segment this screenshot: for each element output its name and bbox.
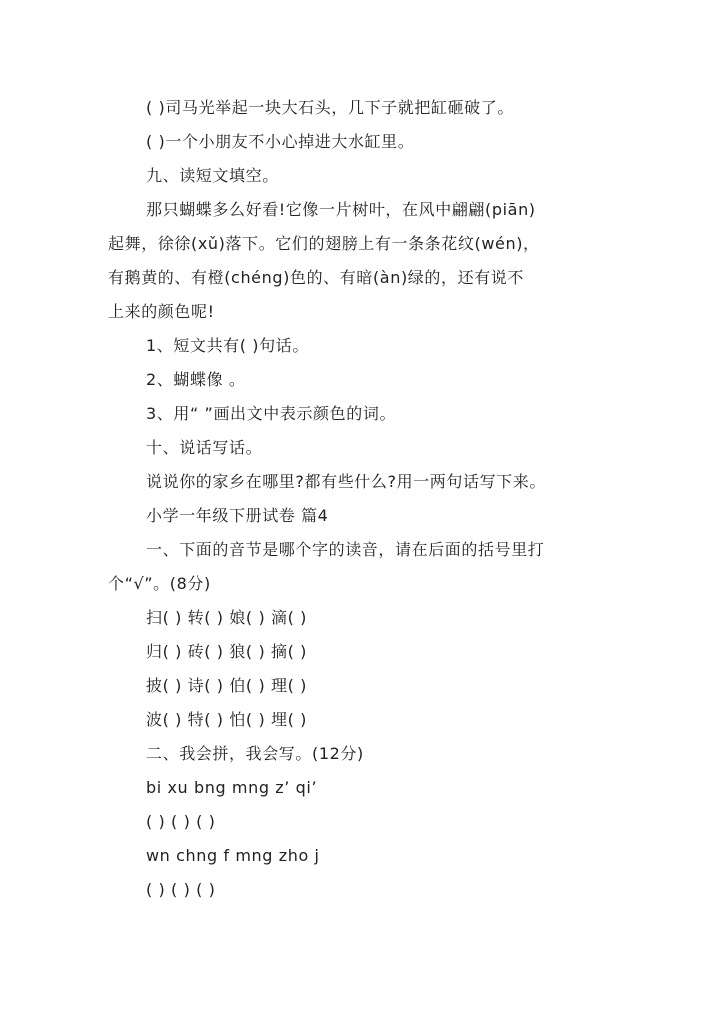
section-heading-10: 十、说话写话。 — [146, 438, 263, 457]
answer-blanks-row-2: ( ) ( ) ( ) — [146, 880, 216, 899]
option-line-child-fell: ( )一个小朋友不小心掉进大水缸里。 — [146, 132, 415, 151]
speaking-prompt: 说说你的家乡在哪里?都有些什么?用一两句话写下来。 — [146, 472, 546, 491]
character-row-3: 披( ) 诗( ) 伯( ) 理( ) — [146, 676, 307, 695]
exam-title: 小学一年级下册试卷 篇4 — [146, 506, 329, 525]
character-row-4: 波( ) 特( ) 怕( ) 埋( ) — [146, 710, 307, 729]
pinyin-row-1: bi xu bng mng z’ qi’ — [146, 778, 318, 797]
character-row-1: 扫( ) 转( ) 娘( ) 滴( ) — [146, 608, 307, 627]
passage-line-3: 有鹅黄的、有橙(chéng)色的、有暗(àn)绿的，还有说不 — [108, 268, 524, 287]
option-line-sima-guang: ( )司马光举起一块大石头，几下子就把缸砸破了。 — [146, 98, 514, 117]
question-1: 1、短文共有( )句话。 — [146, 336, 309, 355]
question-2: 2、蝴蝶像 。 — [146, 370, 246, 389]
passage-line-2: 起舞，徐徐(xǔ)落下。它们的翅膀上有一条条花纹(wén)， — [108, 234, 540, 253]
question-3: 3、用“ ”画出文中表示颜色的词。 — [146, 404, 397, 423]
section-1-heading-cont: 个“√”。(8分) — [108, 574, 211, 593]
passage-line-4: 上来的颜色呢! — [108, 302, 215, 321]
section-1-heading: 一、下面的音节是哪个字的读音，请在后面的括号里打 — [146, 540, 545, 559]
answer-blanks-row-1: ( ) ( ) ( ) — [146, 812, 216, 831]
pinyin-row-2: wn chng f mng zho j — [146, 846, 320, 865]
passage-line-1: 那只蝴蝶多么好看!它像一片树叶，在风中翩翩(piān) — [146, 200, 536, 219]
section-heading-9: 九、读短文填空。 — [146, 166, 279, 185]
character-row-2: 归( ) 砖( ) 狼( ) 摘( ) — [146, 642, 307, 661]
section-2-heading: 二、我会拼，我会写。(12分) — [146, 744, 364, 763]
